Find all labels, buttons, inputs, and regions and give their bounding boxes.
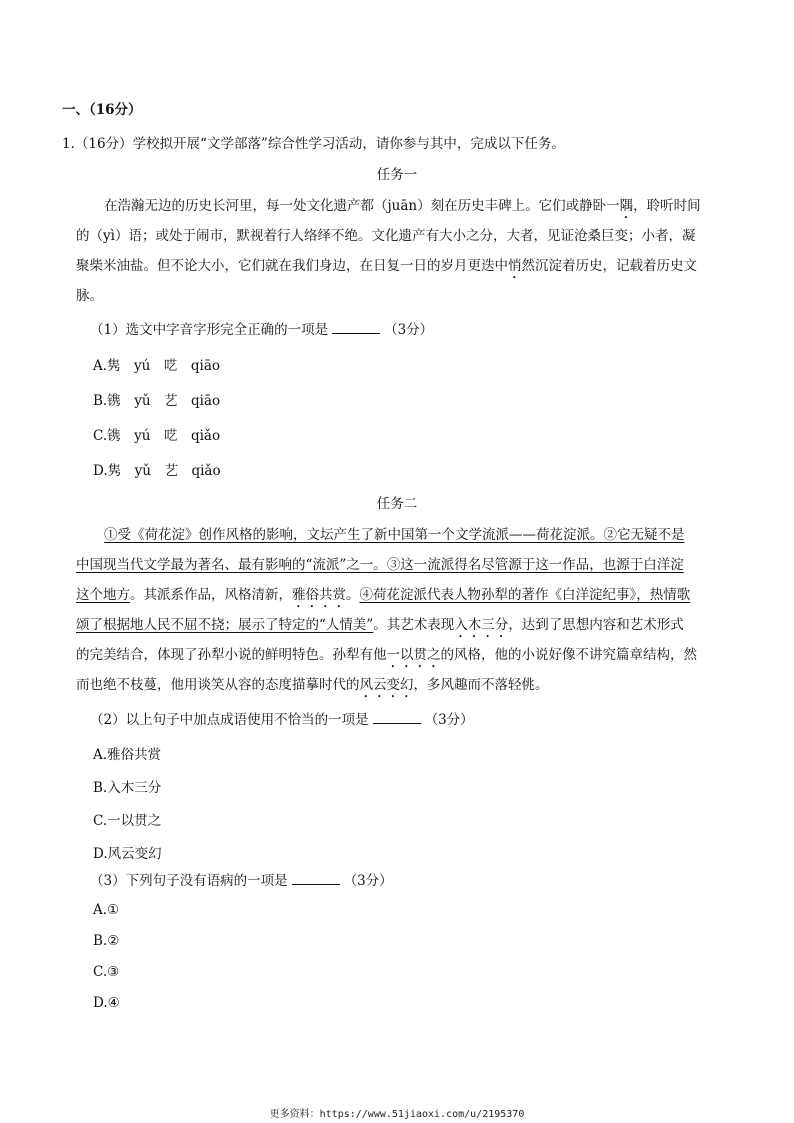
footer-link[interactable]: 更多资料：https://www.51jiaoxi.com/u/2195370	[269, 1109, 525, 1120]
task1-paragraph-line-2: 的（yì）语；或处于闹市，默视着行人络绎不绝。文化遗产有大小之分，大者，见证沧桑巨变；小者，凝	[76, 228, 696, 244]
q2-option-d[interactable]: D.风云变幻	[93, 846, 162, 862]
q3-option-c[interactable]: C.③	[93, 964, 120, 980]
question-3: （3）下列句子没有语病的一项是 （3分）	[90, 873, 393, 889]
q2-option-c[interactable]: C.一以贯之	[93, 813, 162, 829]
task1-paragraph-line-4: 脉。	[76, 288, 103, 304]
q1-option-a[interactable]: A.隽 yú 呓 qiāo	[93, 358, 220, 374]
emphasis-idiom: 雅俗共赏	[292, 587, 346, 603]
emphasis-idiom: 一以贯之	[386, 647, 441, 663]
q1-option-b[interactable]: B.镌 yǔ 艺 qiāo	[93, 393, 221, 409]
q3-option-a[interactable]: A.①	[93, 902, 120, 918]
task1-title: 任务一	[376, 167, 418, 183]
task2-title: 任务二	[376, 496, 418, 512]
q3-option-d[interactable]: D.④	[93, 995, 120, 1011]
task2-line-1: ①受《荷花淀》创作风格的影响，文坛产生了新中国第一个文学流派——荷花淀派。②它无疑不是	[104, 527, 685, 543]
q2-option-b[interactable]: B.入木三分	[93, 780, 162, 796]
question-1: （1）选文中字音字形完全正确的一项是 （3分）	[90, 322, 434, 338]
question-intro: 1.（16分）学校拟开展“文学部落”综合性学习活动，请你参与其中，完成以下任务。	[62, 136, 565, 152]
task1-paragraph-line-3: 聚柴米油盐。但不论大小，它们就在我们身边，在日复一日的岁月更迭中悄然沉淀着历史，记载着历史文	[76, 258, 697, 274]
emphasis-char: 隅	[619, 198, 634, 214]
answer-blank[interactable]	[292, 872, 340, 885]
emphasis-idiom: 入木三分	[454, 617, 509, 633]
q3-option-b[interactable]: B.②	[93, 933, 120, 949]
q1-option-d[interactable]: D.隽 yǔ 艺 qiǎo	[93, 463, 221, 479]
emphasis-idiom: 风云变幻	[359, 677, 414, 693]
q2-option-a[interactable]: A.雅俗共赏	[93, 747, 162, 763]
emphasis-char: 悄	[508, 258, 522, 274]
task2-line-6: 而也绝不枝蔓，他用谈笑从容的态度描摹时代的风云变幻，多风趣而不落轻佻。	[76, 677, 549, 693]
question-2: （2）以上句子中加点成语使用不恰当的一项是 （3分）	[90, 712, 474, 728]
task2-line-5: 的完美结合，体现了孙犁小说的鲜明特色。孙犁有他一以贯之的风格，他的小说好像不讲究篇章结构，然	[76, 647, 697, 663]
answer-blank[interactable]	[373, 711, 421, 724]
section-heading: 一、（16分）	[62, 102, 142, 118]
task2-line-2: 中国现当代文学最为著名、最有影响的“流派”之一。③这一流派得名尽管源于这一作品，也源于白洋淀	[76, 557, 684, 573]
q1-option-c[interactable]: C.镌 yú 呓 qiǎo	[93, 428, 221, 444]
answer-blank[interactable]	[332, 321, 380, 334]
task1-paragraph-line-1: 在浩瀚无边的历史长河里，每一处文化遗产都（juān）刻在历史丰碑上。它们或静卧一隅，聆听时间	[104, 198, 701, 214]
task2-line-3: 这个地方。其派系作品，风格清新，雅俗共赏。④荷花淀派代表人物孙犁的著作《白洋淀纪事》，热情歌	[76, 587, 691, 603]
task2-line-4: 颂了根据地人民不屈不挠；展示了特定的“人情美”。其艺术表现入木三分，达到了思想内容和艺术形式	[76, 617, 684, 633]
